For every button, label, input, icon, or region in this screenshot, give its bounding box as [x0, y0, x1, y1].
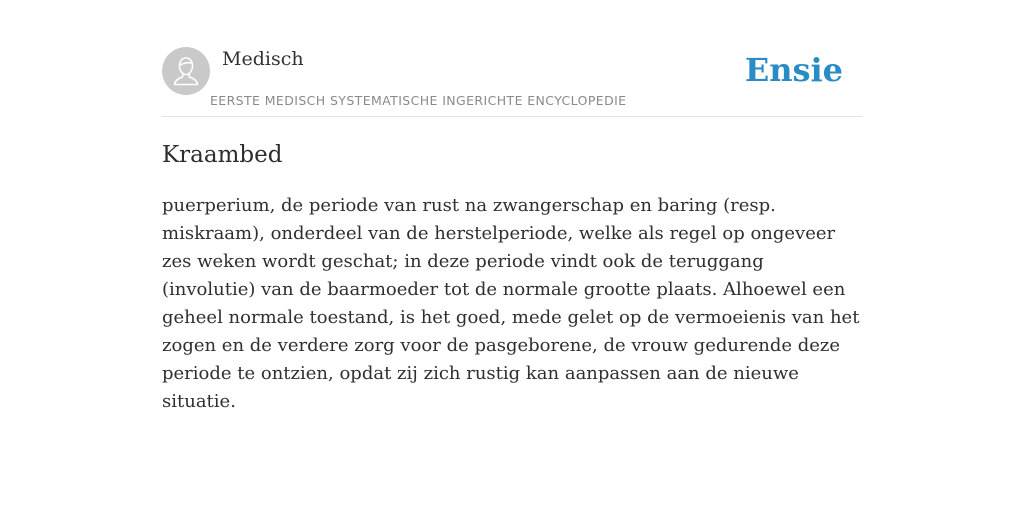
article-body: puerperium, de periode van rust na zwangerschap en baring (resp. miskraam), onderdeel van de herstelperiode, welke als regel op ongeveer zes weken wordt geschat; in deze periode vindt ook de teruggang (involutie) van de baarmoeder tot de normale grootte plaats. Alhoewel een geheel normale toestand, is het goed, mede gelet op de vermoeienis van het zogen en de verdere zorg voor de pasgeborene, de vrouw gedurende deze periode te ontzien, opdat zij zich rustig kan aanpassen aan de nieuwe situatie.	[162, 195, 860, 412]
avatar[interactable]	[162, 47, 210, 95]
ensie-logo-link[interactable]: Ensie	[744, 51, 843, 89]
article-title: Kraambed	[162, 142, 283, 168]
user-silhouette-icon	[162, 47, 210, 95]
source-header	[162, 47, 862, 117]
source-subtitle: EERSTE MEDISCH SYSTEMATISCHE INGERICHTE ENCYCLOPEDIE	[210, 93, 627, 108]
source-name[interactable]: Medisch	[222, 48, 304, 70]
